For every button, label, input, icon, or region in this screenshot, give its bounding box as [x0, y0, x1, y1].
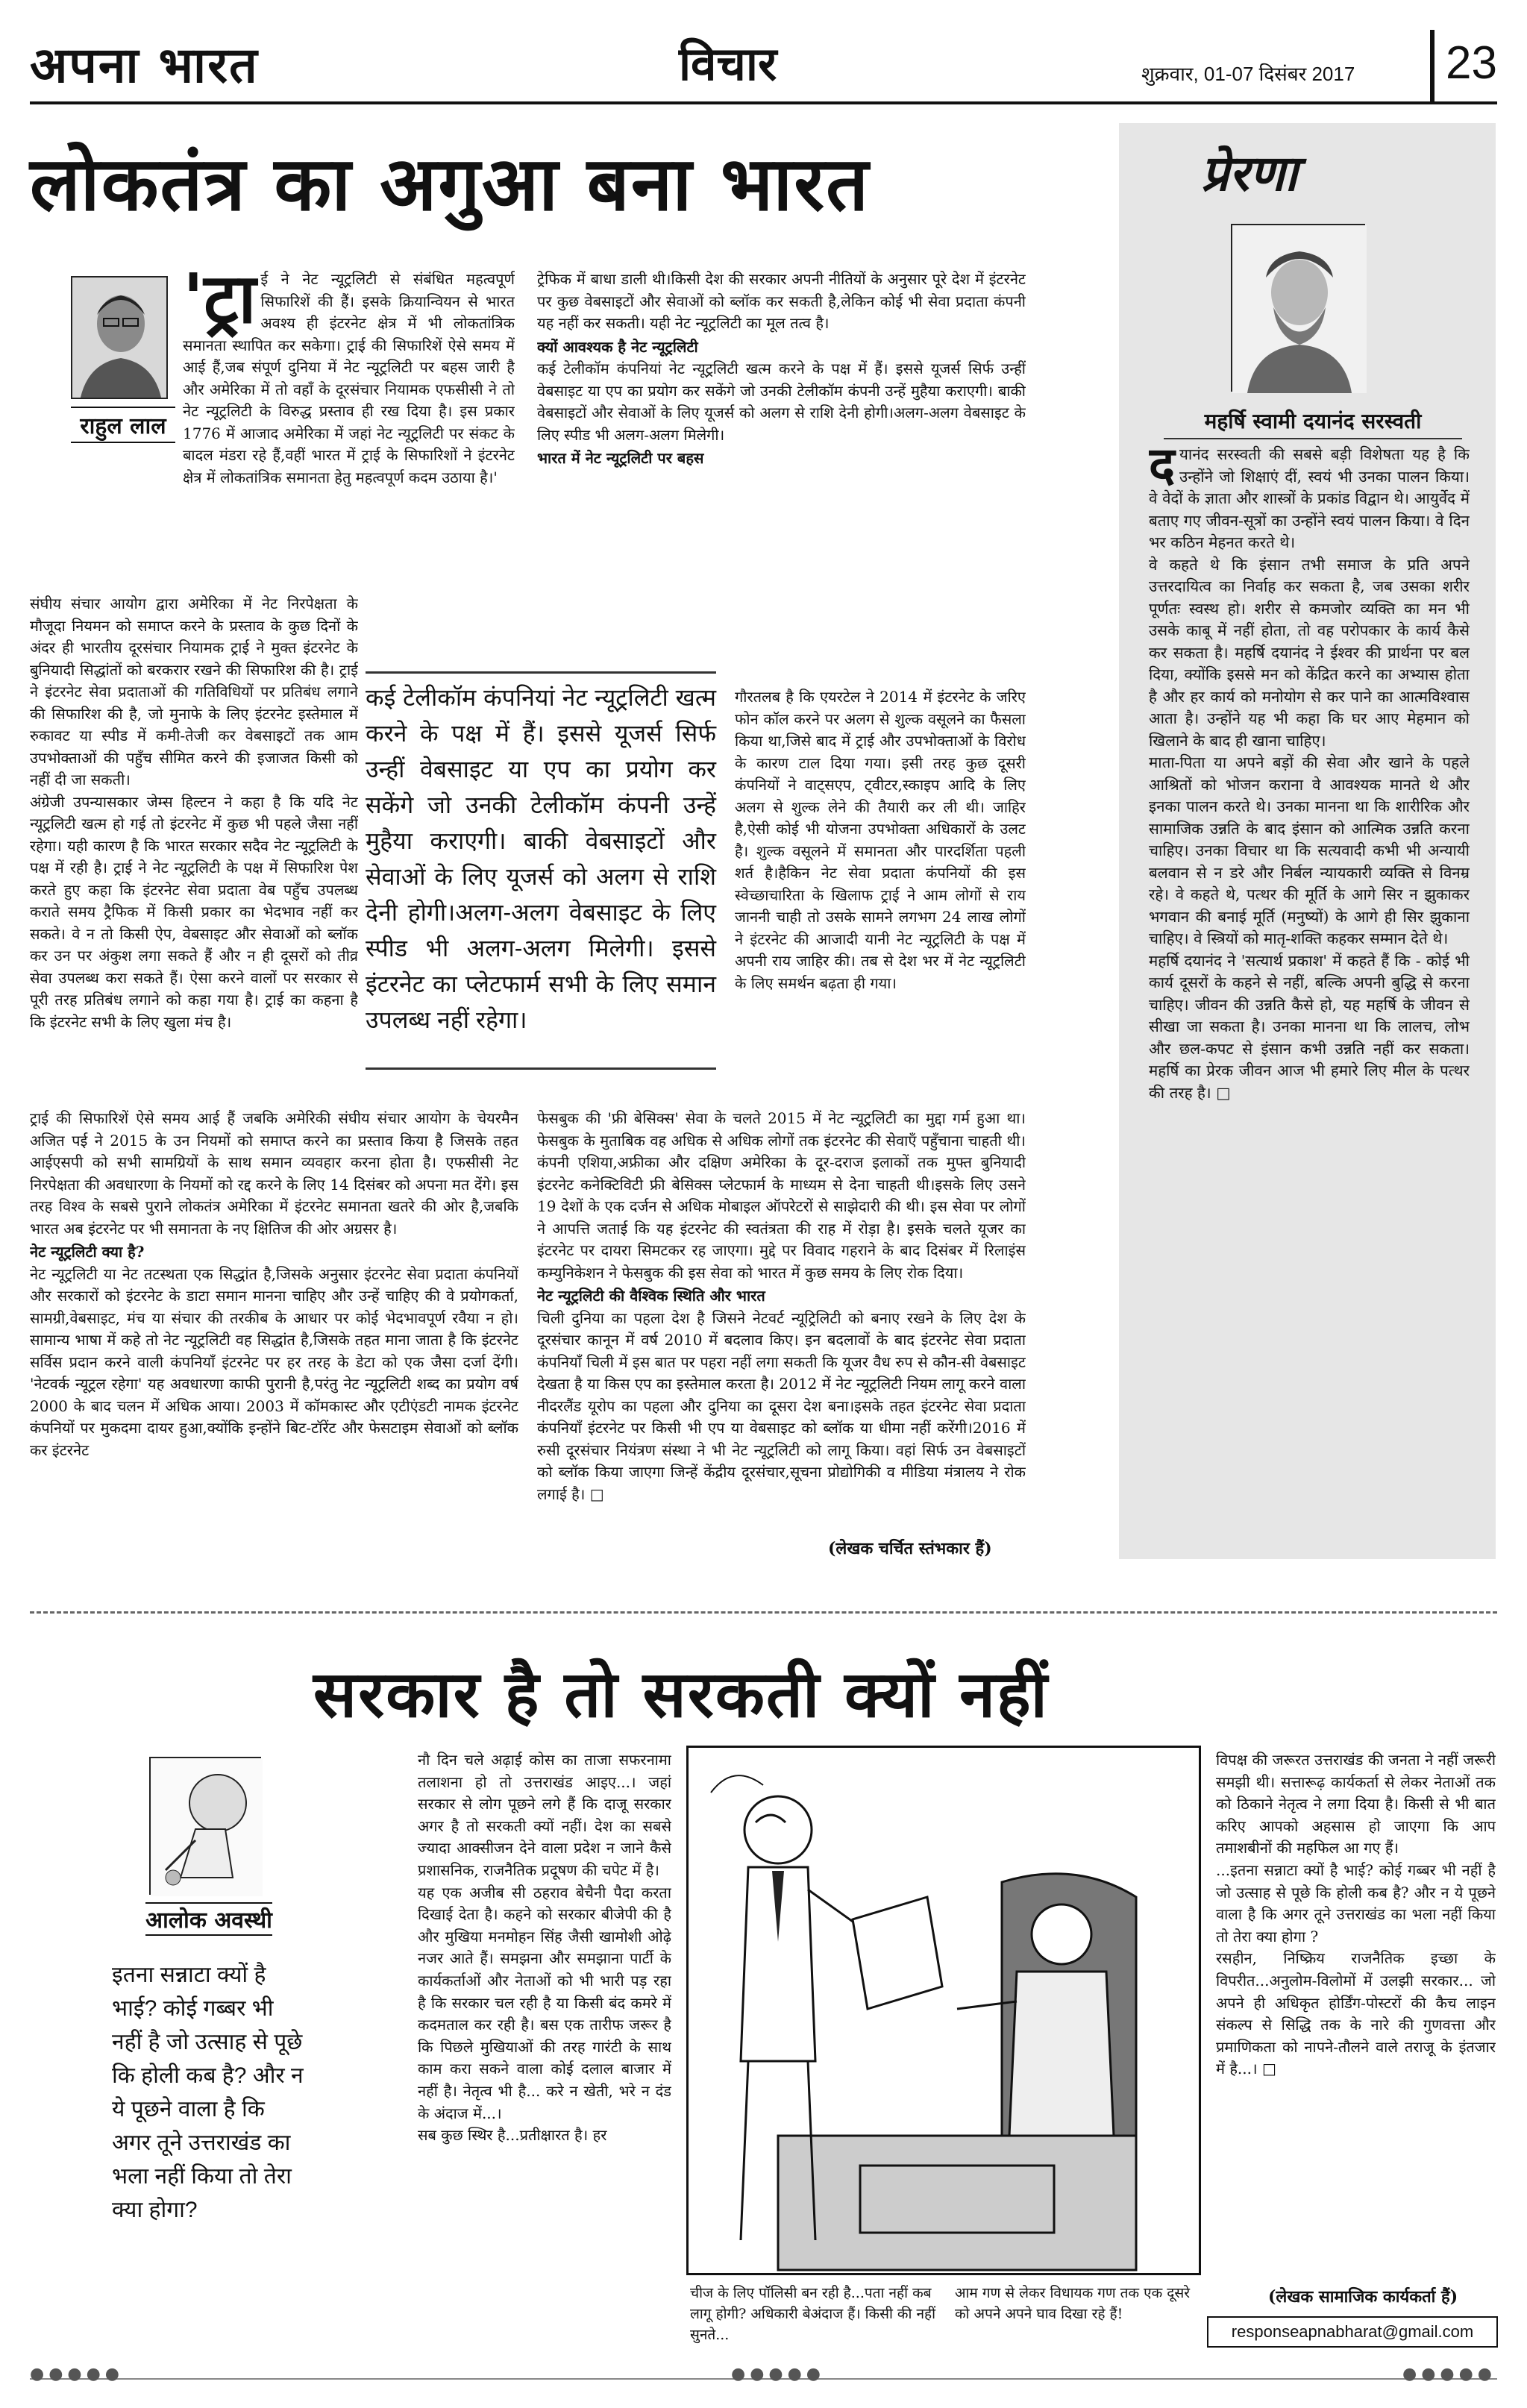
- prerna-sidebar: [1119, 123, 1496, 1559]
- drop-cap: 'ट्रा: [183, 269, 257, 339]
- article-paragraph: ट्राई की सिफारिशें ऐसे समय आई हैं जबकि अमेरिकी संघीय संचार आयोग के चेयरमैन अजित पई ने 2015 के उन नियमों को समाप्त करने का प्रस्ताव किया है जिसके तहत आईएसपी को सभी सामग्रियों के साथ समान व्यवहार करना होता है। एफसीसी नेट निरपेक्षता की अवधारणा के नियमों को रद्द करने के लिए 14 दिसंबर को अपना मत देंगे। इस तरह विश्व के सबसे पुराने लोकतंत्र अमेरिका में इंटरनेट समानता खतरे की ओर है,जबकि भारत अब इंटरनेट पर भी समानता के नए क्षितिज की ओर अग्रसर है।: [30, 1109, 518, 1238]
- prerna-paragraph: यानंद सरस्वती की सबसे बड़ी विशेषता यह है कि उन्होंने जो शिक्षाएं दीं, स्वयं भी उनका पालन किया। वे वेदों के ज्ञाता और शास्त्रों के प्रकांड विद्वान थे। आयुर्वेद में बताए गए जीवन-सूत्रों का उन्होंने स्वयं पालन किया। वे दिन भर कठिन मेहनत करते थे।: [1149, 445, 1470, 551]
- page-number: 23: [1430, 30, 1497, 101]
- article-subheading: नेट न्यूट्रलिटी की वैश्विक स्थिति और भारत: [537, 1287, 765, 1305]
- article-column-2-narrow: [735, 686, 1026, 1104]
- article-column-2: [537, 269, 1026, 686]
- article-column-1-lower: [30, 1108, 518, 1559]
- article2-pull-quote: इतना सन्नाटा क्यों है भाई? कोई गब्बर भी नहीं है जो उत्साह से पूछे कि होली कब है? और न ये पूछने वाला है कि अगर तूने उत्तराखंड का भला नहीं किया तो तेरा क्या होगा?: [112, 1963, 304, 2222]
- prerna-paragraph: वे कहते थे कि इंसान तभी समाज के प्रति अपने उत्तरदायित्व का निर्वाह कर सकता है, जब उसका शरीर पूर्णतः स्वस्थ हो। शरीर से कमजोर व्यक्ति का मन भी उसके काबू में नहीं होता, तो वह परोपकार के कार्य कैसे कर सकता है। महर्षि दयानंद ने ईश्वर की प्रार्थना पर बल दिया, क्योंकि इससे मन को केंद्रित करने का अभ्यास होता है और हर कार्य को मनोयोग से कर पाने का आत्मविश्वास आता है। उन्होंने यह भी कहा कि घर आए मेहमान को खिलाने के बाद ही खाना चाहिए।: [1149, 555, 1470, 750]
- article2-text-below-cartoon: चीज के लिए पॉलिसी बन रही है...पता नहीं कब लागू होगी? अधिकारी बेअंदाज हैं। किसी की नहीं सुनते...: [690, 2285, 936, 2343]
- article-column-2-lower: [537, 1108, 1026, 1526]
- article2-paragraph: विपक्ष की जरूरत उत्तराखंड की जनता ने नहीं जरूरी समझी थी। सत्तारूढ़ कार्यकर्ता से लेकर नेताओं तक को ठिकाने नेतृत्व ने लगा दिया है। किसी से भी बात करिए आपको अहसास हो जाएगा कि आप तमाशबीनों की महफिल आ गए हैं।: [1216, 1751, 1496, 1857]
- article2-headline: सरकार है तो सरकती क्यों नहीं: [313, 1657, 1049, 1732]
- author-note: (लेखक चर्चित स्तंभकार हैं): [828, 1539, 992, 1558]
- section-label: विचार: [679, 37, 777, 91]
- article2-paragraph: नौ दिन चले अढ़ाई कोस का ताजा सफरनामा तलाशना हो तो उत्तराखंड आइए...। जहां सरकार से लोग पूछने लगे हैं कि दाजू सरकार अगर है तो सरकती क्यों नहीं। देश का सबसे ज्यादा आक्सीजन देने वाला प्रदेश न जाने कैसे प्रशासनिक, राजनैतिक प्रदूषण की चपेट में है।: [418, 1751, 671, 1879]
- article-paragraph: फेसबुक की 'फ्री बेसिक्स' सेवा के चलते 2015 में नेट न्यूट्रलिटी का मुद्दा गर्म हुआ था। फेसबुक के मुताबिक वह अधिक से अधिक लोगों तक इंटरनेट की सेवाएँ पहुँचाना चाहती थी। कंपनी एशिया,अफ्रीका और दक्षिण अमेरिका के दूर-दराज इलाकों तक मुफ्त बुनियादी इंटरनेट कनेक्टिविटी फ्री बेसिक्स प्लेटफार्म के माध्यम से देना चाहती थी।इसके लिए उसने 19 देशों के एक दर्जन से अधिक मोबाइल ऑपरेटरों से साझेदारी की थी। इस सेवा पर लोगों ने आपत्ति जताई कि यह इंटरनेट की स्वतंत्रता की राह में रोड़ा है। इसके चलते यूजर का इंटरनेट पर दायरा सिमटकर रह जाएगा। मुद्दे पर विवाद गहराने के बाद दिसंबर में रिलाइंस कम्युनिकेशन ने फेसबुक की इस सेवा को भारत में कुछ समय के लिए रोक दिया।: [537, 1109, 1026, 1282]
- article-column-1: [183, 269, 515, 589]
- prerna-title: प्रेरणा: [1201, 144, 1298, 202]
- cartoonist-name: आलोक अवस्थी: [145, 1902, 272, 1936]
- prerna-paragraph: माता-पिता या अपने बड़ों की सेवा और खाने के पहले आश्रितों को भोजन कराना वे आवश्यक मानते थे और इनका पालन करते थे। उनका मानना था कि शारीरिक और सामाजिक उन्नति के बाद इंसान को आत्मिक उन्नति करना चाहिए। उनका विचार था कि सत्यवादी कभी भी अन्यायी बलवान से न डरे और निर्बल न्यायकारी व्यक्ति से विनम्र रहे। वे कहते थे, पत्थर की मूर्ति के आगे सिर न झुकाकर भगवान की बनाई मूर्ति (मनुष्यों) के आगे ही सिर झुकाना चाहिए। वे स्त्रियों को मातृ-शक्ति कहकर सम्मान देते थे।: [1149, 753, 1470, 947]
- article-subheading: क्यों आवश्यक है नेट न्यूट्रलिटी: [537, 337, 698, 356]
- author-name: राहुल लाल: [71, 407, 175, 443]
- article2-paragraph: यह एक अजीब सी ठहराव बेचैनी पैदा करता दिखाई देता है। कहने को सरकार बीजेपी की है और मुखिया मनमोहन सिंह जैसी खामोशी ओढ़े नजर आते हैं। समझना और समझाना पार्टी के कार्यकर्ताओं और नेताओं को भी भारी पड़ रहा है कि सरकार चल रही है या किसी बंद कमरे में कदमताल कर रही है। बस एक तारीफ जरूर है कि पिछले मुखियाओं की तरह गारंटी के साथ काम करा सकने वाला कोई दलाल बाजार में नहीं है। नेतृत्व भी है... करे न खेती, भरे न दंड के अंदाज में...।: [418, 1883, 671, 2122]
- section-divider: [30, 1611, 1497, 1614]
- masthead: [30, 30, 1497, 104]
- brand-logo: अपना भारत: [30, 36, 259, 94]
- article2-column-right: [1216, 1749, 1496, 2286]
- article-paragraph: अंग्रेजी उपन्यासकार जेम्स हिल्टन ने कहा है कि यदि नेट न्यूट्रलिटी खत्म हो गई तो इंटरनेट में कुछ भी पहले जैसा नहीं रहेगा। यही कारण है कि भारत सरकार सदैव नेट न्यूट्रलिटी के पक्ष में रही है। ट्राई ने नेट न्यूट्रलिटी के पक्ष में सिफारिश पेश करते हुए कहा कि इंटरनेट सेवा प्रदाता वेब पहुँच उपलब्ध कराते समय ट्रैफिक में किसी प्रकार का भेदभाव नहीं कर सकते। वे न तो किसी ऐप, वेबसाइट और सेवाओं को ब्लॉक कर उन पर अंकुश लगा सकते हैं और न ही दूसरों को तीव्र सेवा उपलब्ध करा सकते हैं। ऐसा करने वालों पर सरकार से पूरी तरह प्रतिबंध लगाने को कहा गया है। ट्राई का कहना है कि इंटरनेट सभी के लिए खुला मंच है।: [30, 792, 358, 1031]
- article2-author-note: (लेखक सामाजिक कार्यकर्ता हैं): [1268, 2287, 1458, 2307]
- article-paragraph: संघीय संचार आयोग द्वारा अमेरिका में नेट निरपेक्षता के मौजूदा नियमन को समाप्त करने के प्रस्ताव के कुछ दिनों के अंदर ही भारतीय दूरसंचार नियामक ट्राई ने मुक्त इंटरनेट के बुनियादी सिद्धांतों को बरकरार रखने की सिफारिश की है। ट्राई ने इंटरनेट सेवा प्रदाताओं की गतिविधियों पर प्रतिबंध लगाने की सिफारिश की है, जो मुनाफे के लिए इंटरनेट इस्तेमाल में रुकावट या स्पीड में कमी-तेजी कर वेबसाइटों तक आम उपभोक्ताओं की पहुँच सीमित करने की इजाजत किसी को नहीं दी जा सकती।: [30, 595, 358, 788]
- editorial-cartoon: [686, 1746, 1201, 2275]
- author-photo: [71, 276, 168, 399]
- article-subheading: नेट न्यूट्रलिटी क्या है?: [30, 1243, 145, 1261]
- article-column-1-body: [30, 593, 358, 1104]
- article2-paragraph: ...इतना सन्नाटा क्यों है भाई? कोई गब्बर भी नहीं है जो उत्साह से पूछे कि होली कब है? और न ये पूछने वाला है कि अगर तूने उत्तराखंड का भला नहीं किया तो तेरा क्या होगा ?: [1216, 1860, 1496, 1945]
- footer-dots-right: ●●●●●: [1402, 2365, 1496, 2383]
- article-paragraph: गौरतलब है कि एयरटेल ने 2014 में इंटरनेट के जरिए फोन कॉल करने पर अलग से शुल्क वसूलने का फैसला किया था,जिसे बाद में ट्राई और उपभोक्ताओं के विरोध के कारण टाल दिया गया। इसी तरह कुछ दूसरी कंपनियों ने वाट्सएप, ट्वीटर,स्काइप आदि के लिए अलग से शुल्क लेने की तैयारी कर ली थी। जाहिर है,ऐसी कोई भी योजना उपभोक्ता अधिकारों के उलट है। शुल्क वसूलने में समानता और पारदर्शिता पहली शर्त है।हैकिन नेट सेवा प्रदाता कंपनियों की इस स्वेच्छाचारिता के खिलाफ ट्राई ने आम लोगों से राय जाननी चाही तो उसके सामने लगभग 24 लाख लोगों ने इंटरनेट की आजादी यानी नेट न्यूट्रलिटी के पक्ष में अपनी राय जाहिर की। तब से देश भर में नेट न्यूट्रलिटी के लिए समर्थन बढ़ता ही गया।: [735, 688, 1026, 992]
- cartoonist-caricature: [149, 1757, 261, 1895]
- prerna-caption: महर्षि स्वामी दयानंद सरस्वती: [1164, 407, 1462, 439]
- article-paragraph: कई टेलीकॉम कंपनियां नेट न्यूट्रलिटी खत्म करने के पक्ष में हैं। इससे यूजर्स सिर्फ उन्हीं वेबसाइट या एप का प्रयोग कर सकेंगे जो उनकी टेलीकॉम कंपनी उन्हें मुहैया कराएगी। बाकी वेबसाइटों और सेवाओं के लिए यूजर्स को अलग से राशि देनी होगी।अलग-अलग वेबसाइट के लिए स्पीड भी अलग-अलग मिलेगी।: [537, 360, 1026, 444]
- article-paragraph: नेट न्यूट्रलिटी या नेट तटस्थता एक सिद्धांत है,जिसके अनुसार इंटरनेट सेवा प्रदाता कंपनियों और सरकारों को इंटरनेट के डाटा समान मानना चाहिए और उन्हें चाहिए की वे प्रयोगकर्ता, सामग्री,वेबसाइट, मंच या संचार की तरकीब के आधार पर कोई भेदभावपूर्ण रवैया न हो। सामान्य भाषा में कहे तो नेट न्यूट्रलिटी वह सिद्धांत है,जिसके तहत माना जाता है कि इंटरनेट सर्विस प्रदान करने वाली कंपनियाँ इंटरनेट पर हर तरह के डेटा को एक जैसा दर्जा देंगी। 'नेटवर्क न्यूट्रल रहेगा' यह अवधारणा काफी पुरानी है,परंतु नेट न्यूट्रलिटी शब्द का प्रयोग वर्ष 2000 के बाद चलन में अधिक आया। 2003 में कॉमकास्ट और एटीएंडटी नामक इंटरनेट कंपनियों पर मुकदमा दायर हुआ,क्योंकि इन्होंने बिट-टॉरेंट और फेसटाइम सेवाओं को ब्लॉक कर इंटरनेट: [30, 1264, 518, 1459]
- footer-dots-center: ●●●●●: [731, 2365, 825, 2383]
- footer-dots-left: ●●●●●: [30, 2365, 124, 2383]
- dayanand-portrait: [1231, 224, 1365, 392]
- article-headline: लोकतंत्र का अगुआ बना भारत: [30, 139, 871, 228]
- issue-date: शुक्रवार, 01-07 दिसंबर 2017: [1141, 63, 1355, 85]
- prerna-body: [1149, 444, 1470, 1540]
- article-subheading: भारत में नेट न्यूट्रलिटी पर बहस: [537, 449, 704, 467]
- drop-cap: द: [1149, 444, 1176, 494]
- article-paragraph: ट्रेफिक में बाधा डाली थी।किसी देश की सरकार अपनी नीतियों के अनुसार पूरे देश में इंटरनेट पर कुछ वेबसाइटों और सेवाओं को ब्लॉक कर सकती है,लेकिन कोई भी सेवा प्रदाता कंपनी यह नहीं कर सकती। यही नेट न्यूट्रलिटी का मूल तत्व है।: [537, 270, 1026, 332]
- prerna-paragraph: महर्षि दयानंद ने 'सत्यार्थ प्रकाश' में कहते हैं कि - कोई भी कार्य दूसरों के कहने से नहीं, बल्कि अपनी बुद्धि से करना चाहिए। जीवन की उन्नति कैसे हो, यह महर्षि के जीवन से सीखा जा सकता है। उनका मानना था कि लालच, लोभ और छल-कपट से इंसान कभी उन्नति नहीं कर सकता। महर्षि का प्रेरक जीवन आज भी हमारे लिए मील के पत्थर की तरह है। □: [1149, 951, 1470, 1102]
- article2-paragraph: रसहीन, निष्क्रिय राजनैतिक इच्छा के विपरीत...अनुलोम-विलोमों में उलझी सरकार... जो अपने ही अधिकृत होर्डिंग-पोस्टरों की कैच लाइन संकल्प से सिद्धि तक के नारे की गुणवत्ता और प्रमाणिकता को नापने-तौलने वाले तराजू के इंतजार में है...। □: [1216, 1949, 1496, 2078]
- article-paragraph: चिली दुनिया का पहला देश है जिसने नेटवर्ट न्यूट्रिलिटी को बनाए रखने के लिए देश के दूरसंचार कानून में वर्ष 2010 में बदलाव किए। इन बदलावों के बाद इंटरनेट सेवा प्रदाता कंपनियाँ चिली में इस बात पर पहरा नहीं लगा सकती कि यूजर वैध रुप से कौन-सी वेबसाइट देखता है या किस एप का इस्तेमाल करता है। 2012 में नेट न्यूट्रलिटी नियम लागू करने वाला नीदरलैंड यूरोप का पहला और दुनिया का दूसरा देश बना।इसके तहत इंटरनेट सेवा प्रदाता कंपनियाँ इंटरनेट पर किसी भी एप या वेबसाइट को ब्लॉक या धीमा नहीं करेंगी।2016 में रुसी दूरसंचार नियंत्रण संस्था ने भी नेट न्यूट्रलिटी को लागू किया। वहां सिर्फ उन वेबसाइटों को ब्लॉक किया जाएगा जिन्हें केंद्रीय दूरसंचार,सूचना प्रोद्योगिकी व मीडिया मंत्रालय ने रोक लगाई है। □: [537, 1308, 1026, 1503]
- article2-paragraph: सब कुछ स्थिर है...प्रतीक्षारत है। हर: [418, 2126, 607, 2145]
- article2-column-left: [418, 1749, 671, 2324]
- article2-text-below-cartoon: आम गण से लेकर विधायक गण तक एक दूसरे को अपने अपने घाव दिखा रहे हैं!: [955, 2285, 1190, 2322]
- response-email[interactable]: responseapnabharat@gmail.com: [1207, 2316, 1498, 2348]
- pull-quote: कई टेलीकॉम कंपनियां नेट न्यूट्रलिटी खत्म करने के पक्ष में हैं। इससे यूजर्स सिर्फ उन्हीं वेबसाइट या एप का प्रयोग कर सकेंगे जो उनकी टेलीकॉम कंपनी उन्हें मुहैया कराएगी। बाकी वेबसाइटों और सेवाओं के लिए यूजर्स को अलग से राशि देनी होगी।अलग-अलग वेबसाइट के लिए स्पीड भी अलग-अलग मिलेगी। इससे इंटरनेट का प्लेटफार्म सभी के लिए समान उपलब्ध नहीं रहेगा।: [366, 671, 716, 1070]
- article-paragraph: ई ने नेट न्यूट्रलिटी से संबंधित महत्वपूर्ण सिफारिशें की हैं। इसके क्रियान्वियन से भारत अवश्य ही इंटरनेट क्षेत्र में भी लोकतांत्रिक समानता स्थापित कर सकेगा। ट्राई की सिफारिशें ऐसे समय में आई हैं,जब संपूर्ण दुनिया में नेट न्यूट्रलिटी पर बहस जारी है और अमेरिका में तो वहाँ के दूरसंचार नियामक एफसीसी ने तो नेट न्यूट्रलिटी के विरुद्ध प्रस्ताव ही रख दिया है। इस प्रकार 1776 में आजाद अमेरिका में जहां नेट न्यूट्रलिटी पर संकट के बादल मंडरा रहे हैं,वहीं भारत में ट्राई के सिफारिशों ने इंटरनेट क्षेत्र में लोकतांत्रिक समानता हेतु महत्वपूर्ण कदम उठाया है।': [183, 270, 515, 486]
